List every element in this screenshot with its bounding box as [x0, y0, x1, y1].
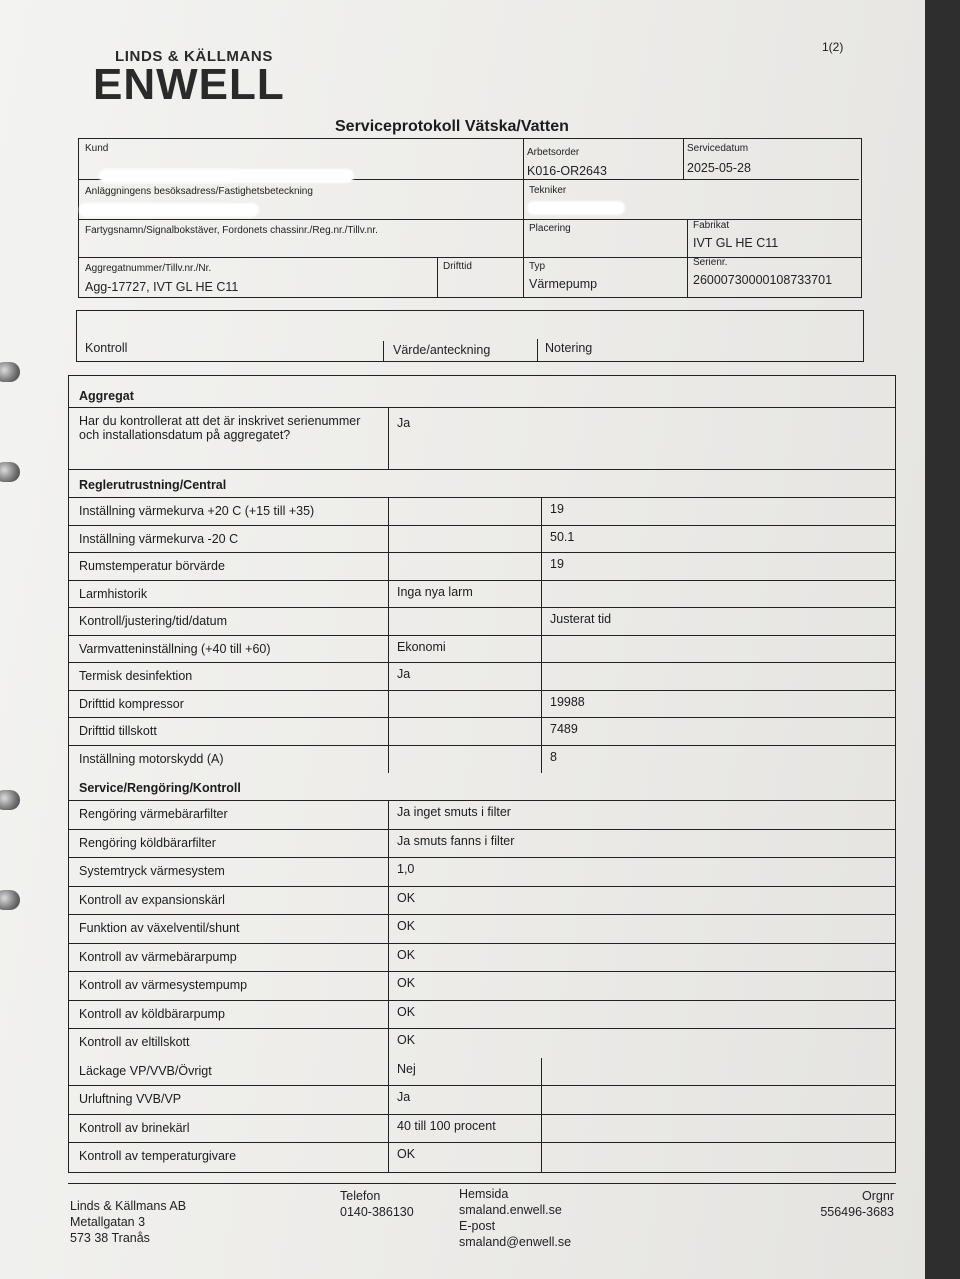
- page-title: Serviceprotokoll Vätska/Vatten: [335, 118, 569, 135]
- row-note: [542, 1086, 895, 1114]
- row-value: [389, 746, 542, 774]
- row-note: 19988: [550, 694, 585, 709]
- row-note: 8: [550, 749, 557, 764]
- table-row: [69, 1058, 895, 1087]
- servicedatum-value: 2025-05-28: [687, 161, 751, 175]
- placering-label: Placering: [529, 223, 571, 234]
- table-row: [69, 858, 895, 887]
- fabrikat-value: IVT GL HE C11: [693, 236, 779, 250]
- row-label: Drifttid tillskott: [69, 718, 389, 745]
- row-note: [542, 1115, 895, 1143]
- binder-ring: [0, 890, 20, 910]
- row-value: Inga nya larm: [389, 581, 542, 608]
- footer-orgnr-label: Orgnr: [862, 1189, 894, 1203]
- row-note: [542, 663, 895, 690]
- footer-orgnr-value: 556496-3683: [820, 1205, 894, 1219]
- row-value: OK: [397, 1004, 416, 1019]
- row-value: OK: [397, 976, 416, 990]
- row-value: Ekonomi: [389, 636, 542, 663]
- table-row: [69, 1115, 895, 1144]
- table-row: [69, 944, 895, 973]
- table-row: [69, 746, 895, 774]
- row-label: Kontroll av köldbärarpump: [69, 1001, 389, 1029]
- row-value: OK: [397, 919, 416, 933]
- fartyg-label: Fartygsnamn/Signalbokstäver, Fordonets chassinr./Reg.nr./Tillv.nr.: [85, 225, 378, 236]
- drifttid-label: Drifttid: [443, 261, 472, 272]
- row-value: OK: [397, 947, 416, 962]
- aggregat-label: Aggregatnummer/Tillv.nr./Nr.: [85, 263, 212, 274]
- row-note: [542, 636, 895, 663]
- row-value: OK: [397, 890, 416, 905]
- section-service: Service/Rengöring/Kontroll: [69, 773, 895, 801]
- row-label: Kontroll av värmesystempump: [69, 972, 389, 1000]
- checklist-table: [68, 375, 896, 1173]
- row-label: Rengöring köldbärarfilter: [69, 830, 389, 858]
- column-header: [76, 310, 864, 362]
- table-row: [69, 718, 895, 746]
- footer-company: Linds & Källmans AB: [70, 1199, 187, 1213]
- table-row: [69, 1029, 895, 1058]
- row-note: 7489: [550, 722, 578, 736]
- row-value: Ja: [397, 416, 411, 430]
- col-kontroll: Kontroll: [85, 341, 128, 355]
- row-label: Rumstemperatur börvärde: [69, 553, 389, 580]
- row-label: Kontroll av expansionskärl: [69, 887, 389, 915]
- servicedatum-label: Servicedatum: [687, 143, 749, 154]
- page-number: 1(2): [822, 40, 844, 54]
- row-value: OK: [397, 1033, 416, 1047]
- row-label: Har du kontrollerat att det är inskrivet serienummer och installationsdatum på aggregatet?: [69, 408, 389, 469]
- arbetsorder-label: Arbetsorder: [527, 147, 580, 158]
- row-value: Ja smuts fanns i filter: [397, 833, 515, 848]
- binder-ring: [0, 362, 20, 382]
- row-value: Ja: [389, 663, 542, 690]
- row-label: Funktion av växelventil/shunt: [69, 915, 389, 943]
- table-row: [69, 608, 895, 636]
- tekniker-label: Tekniker: [529, 185, 567, 196]
- row-label: Urluftning VVB/VP: [69, 1086, 389, 1114]
- row-label: Systemtryck värmesystem: [69, 858, 389, 886]
- table-row: [69, 915, 895, 944]
- background-edge: [925, 0, 960, 1279]
- row-value: 1,0: [397, 862, 415, 876]
- typ-value: Värmepump: [529, 277, 598, 291]
- row-label: Kontroll av eltillskott: [69, 1029, 389, 1058]
- table-row: [69, 498, 895, 526]
- section-aggregat: Aggregat: [69, 376, 895, 408]
- footer-phone: [340, 1188, 414, 1220]
- table-row: [69, 526, 895, 554]
- row-label: Kontroll av värmebärarpump: [69, 944, 389, 972]
- row-value: 40 till 100 procent: [389, 1115, 542, 1143]
- footer-telefon: 0140-386130: [340, 1205, 414, 1219]
- row-label: Varmvatteninställning (+40 till +60): [69, 636, 389, 663]
- logo: ENWELL: [93, 60, 285, 109]
- row-note: 19: [550, 502, 564, 516]
- row-note: 50.1: [550, 529, 575, 544]
- redacted-adress: [79, 203, 259, 217]
- row-value: Ja: [389, 1086, 542, 1114]
- footer-address: [70, 1198, 186, 1246]
- row-label: Inställning motorskydd (A): [69, 746, 389, 774]
- table-row: [69, 636, 895, 664]
- binder-ring: [0, 790, 20, 810]
- footer-street: Metallgatan 3: [70, 1215, 146, 1229]
- row-label: Rengöring värmebärarfilter: [69, 801, 389, 829]
- serienr-label: Serienr.: [693, 257, 728, 268]
- row-note: [542, 1143, 895, 1172]
- row-label: Larmhistorik: [69, 581, 389, 608]
- footer-epost-label: E-post: [459, 1219, 496, 1233]
- row-value: [389, 718, 542, 745]
- adress-label: Anläggningens besöksadress/Fastighetsbeteckning: [85, 186, 313, 197]
- footer-city: 573 38 Tranås: [70, 1231, 150, 1245]
- row-note: [542, 581, 895, 608]
- table-row: [69, 801, 895, 830]
- row-label: Kontroll/justering/tid/datum: [69, 608, 389, 635]
- table-row: [69, 887, 895, 916]
- table-row: [69, 1143, 895, 1172]
- footer-telefon-label: Telefon: [340, 1189, 381, 1203]
- arbetsorder-value: K016-OR2643: [527, 164, 607, 178]
- aggregat-value: Agg-17727, IVT GL HE C11: [85, 280, 239, 294]
- row-value: [389, 526, 542, 553]
- footer-web: [459, 1186, 571, 1250]
- table-row: [69, 830, 895, 859]
- row-value: [389, 691, 542, 718]
- row-value: [389, 498, 542, 525]
- table-row: [69, 553, 895, 581]
- table-row: [69, 663, 895, 691]
- footer-hemsida-label: Hemsida: [459, 1187, 509, 1201]
- table-row: [69, 1001, 895, 1030]
- row-note: 19: [550, 557, 564, 571]
- row-label: Termisk desinfektion: [69, 663, 389, 690]
- row-label: Läckage VP/VVB/Övrigt: [69, 1058, 389, 1086]
- row-label: Inställning värmekurva -20 C: [69, 526, 389, 553]
- table-row: [69, 408, 895, 470]
- redacted-kund: [99, 169, 354, 183]
- table-row: [69, 691, 895, 719]
- logo-subtitle: LINDS & KÄLLMANS: [115, 48, 273, 65]
- row-label: Inställning värmekurva +20 C (+15 till +35): [69, 498, 389, 525]
- row-value: [389, 608, 542, 635]
- table-row: [69, 972, 895, 1001]
- row-value: Nej: [389, 1058, 542, 1086]
- row-value: Ja inget smuts i filter: [397, 805, 511, 819]
- redacted-tekniker: [527, 201, 625, 215]
- col-varde: Värde/anteckning: [393, 343, 491, 357]
- fabrikat-label: Fabrikat: [693, 220, 730, 231]
- section-reglerutrustning: Reglerutrustning/Central: [69, 470, 895, 498]
- row-value: OK: [389, 1143, 542, 1172]
- row-value: [389, 553, 542, 580]
- row-label: Kontroll av brinekärl: [69, 1115, 389, 1143]
- binder-ring: [0, 462, 20, 482]
- typ-label: Typ: [529, 261, 546, 272]
- table-row: [69, 581, 895, 609]
- footer-orgnr: [818, 1188, 894, 1220]
- row-label: Kontroll av temperaturgivare: [69, 1143, 389, 1172]
- footer-hemsida: smaland.enwell.se: [459, 1203, 562, 1217]
- info-block: [78, 138, 862, 298]
- serienr-value: 26000730000108733701: [693, 273, 833, 287]
- footer-epost: smaland@enwell.se: [459, 1235, 572, 1249]
- row-note: [542, 1058, 895, 1086]
- row-note: Justerat tid: [550, 612, 612, 626]
- col-notering: Notering: [545, 341, 593, 355]
- table-row: [69, 1086, 895, 1115]
- row-label: Drifttid kompressor: [69, 691, 389, 718]
- kund-label: Kund: [85, 143, 109, 154]
- footer-divider: [68, 1183, 896, 1184]
